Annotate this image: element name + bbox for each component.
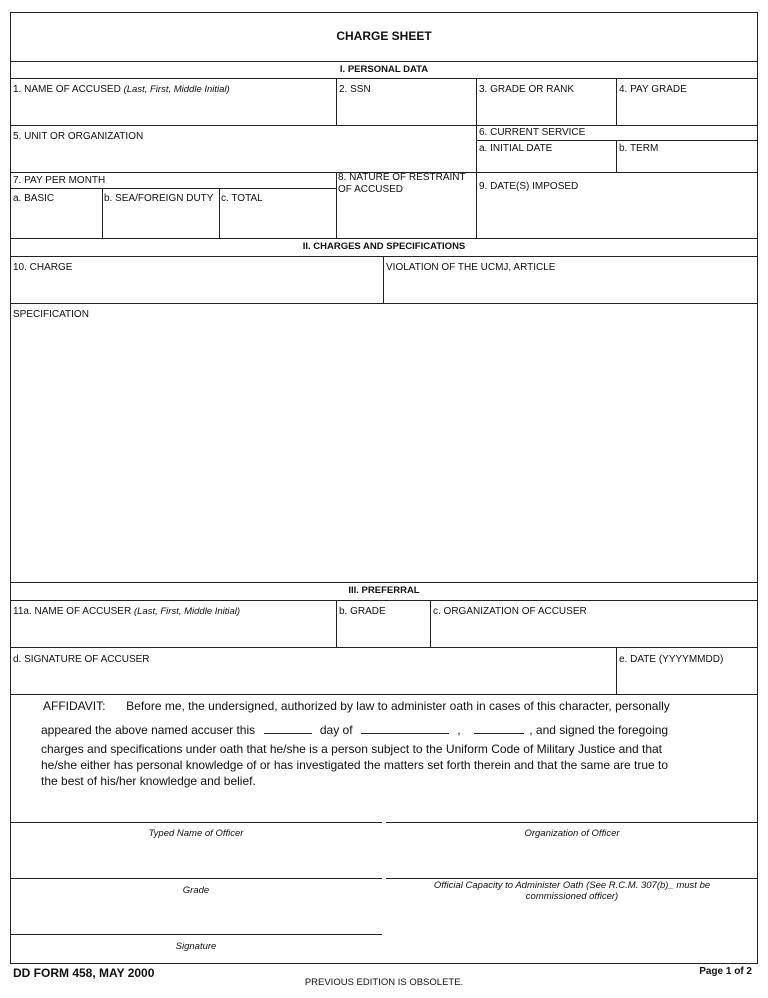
initial-date-field[interactable] [477,156,615,171]
affidavit-heading: AFFIDAVIT: [43,699,106,713]
name-of-accused-field[interactable] [11,97,335,124]
ssn-field[interactable] [337,97,475,124]
officer-grade-field[interactable] [11,845,381,877]
section-personal-data-heading: I. PERSONAL DATA [339,64,429,75]
term-field[interactable] [617,156,757,171]
name-of-accused-label: 1. NAME OF ACCUSED (Last, First, Middle Initial) [13,84,230,95]
accuser-organization-label: c. ORGANIZATION OF ACCUSER [433,606,587,617]
accuser-name-field[interactable] [11,620,335,646]
officer-name-field[interactable] [11,790,381,821]
accuser-signature-label: d. SIGNATURE OF ACCUSER [13,654,150,665]
official-capacity-label: Official Capacity to Administer Oath (See R.C.M. 307(b)_ must be commissioned officer) [433,880,711,902]
term-label: b. TERM [619,143,659,154]
officer-grade-line [10,878,382,879]
accuser-name-label: 11a. NAME OF ACCUSER (Last, First, Middle Initial) [13,606,241,617]
divider [10,694,758,695]
typed-name-of-officer-label: Typed Name of Officer [148,828,244,839]
officer-organization-field[interactable] [387,790,757,821]
affidavit-day-blank[interactable] [264,721,312,734]
divider [10,582,758,583]
pay-per-month-label: 7. PAY PER MONTH [13,175,106,186]
charge-label: 10. CHARGE [13,262,73,273]
grade-or-rank-label: 3. GRADE OR RANK [479,84,575,95]
sea-foreign-duty-field[interactable] [103,207,218,237]
officer-signature-field[interactable] [11,900,381,933]
divider [10,600,758,601]
divider [10,78,758,79]
charge-field[interactable] [11,275,381,302]
divider [10,125,758,126]
violation-article-label: VIOLATION OF THE UCMJ, ARTICLE [386,262,556,273]
affidavit-line-5: the best of his/her knowledge and belief. [41,774,256,788]
accuser-date-label: e. DATE (YYYYMMDD) [619,654,724,665]
sea-foreign-duty-label: b. SEA/FOREIGN DUTY [104,193,214,204]
ssn-label: 2. SSN [339,84,371,95]
unit-or-organization-label: 5. UNIT OR ORGANIZATION [13,131,144,142]
officer-grade-label: Grade [182,885,210,896]
officer-name-line [10,822,382,823]
pay-grade-label: 4. PAY GRADE [619,84,687,95]
nature-of-restraint-label: 8. NATURE OF RESTRAINT OF ACCUSED [338,172,466,195]
accuser-grade-field[interactable] [337,620,429,646]
form-number: DD FORM 458, MAY 2000 [13,966,155,980]
divider [10,256,758,257]
affidavit-line-4: he/she either has personal knowledge of or has investigated the matters set forth therein and that the same are true to [41,758,669,772]
obsolete-note: PREVIOUS EDITION IS OBSOLETE. [304,977,464,988]
pay-grade-field[interactable] [617,97,757,124]
section-charges-heading: II. CHARGES AND SPECIFICATIONS [302,241,466,252]
current-service-label: 6. CURRENT SERVICE [479,127,586,138]
divider [476,140,758,141]
violation-article-field[interactable] [384,275,757,302]
accuser-signature-field[interactable] [11,667,615,693]
divider [10,238,758,239]
grade-or-rank-field[interactable] [477,97,615,124]
divider [10,61,758,62]
specification-field[interactable] [11,322,757,580]
affidavit-month-blank[interactable] [361,721,449,734]
accuser-grade-label: b. GRADE [339,606,386,617]
organization-of-officer-label: Organization of Officer [524,828,620,839]
section-preferral-heading: III. PREFERRAL [348,585,420,596]
officer-capacity-line [386,878,758,879]
basic-pay-field[interactable] [11,207,101,237]
affidavit-year-blank[interactable] [474,721,524,734]
dates-imposed-label: 9. DATE(S) IMPOSED [479,181,579,192]
specification-label: SPECIFICATION [13,309,89,320]
page-number: Page 1 of 2 [699,966,752,977]
form-title: CHARGE SHEET [336,29,432,43]
official-capacity-field[interactable] [387,845,757,877]
total-pay-label: c. TOTAL [221,193,263,204]
divider [10,188,336,189]
affidavit-line-3: charges and specifications under oath that he/she is a person subject to the Uniform Code of Military Justice and that [41,742,663,756]
unit-or-organization-field[interactable] [11,144,475,171]
nature-of-restraint-field[interactable] [337,198,475,237]
officer-org-line [386,822,758,823]
accuser-date-field[interactable] [617,667,757,693]
officer-signature-line [10,934,382,935]
divider [10,303,758,304]
initial-date-label: a. INITIAL DATE [479,143,553,154]
divider [10,647,758,648]
dates-imposed-field[interactable] [477,195,757,237]
basic-pay-label: a. BASIC [13,193,55,204]
accuser-organization-field[interactable] [431,620,757,646]
total-pay-field[interactable] [220,207,335,237]
affidavit-line-2: appeared the above named accuser this day of , , and signed the foregoing [41,723,669,737]
affidavit-line-1: AFFIDAVIT: Before me, the undersigned, authorized by law to administer oath in cases of this character, personally [43,699,670,713]
officer-signature-label: Signature [175,941,217,952]
